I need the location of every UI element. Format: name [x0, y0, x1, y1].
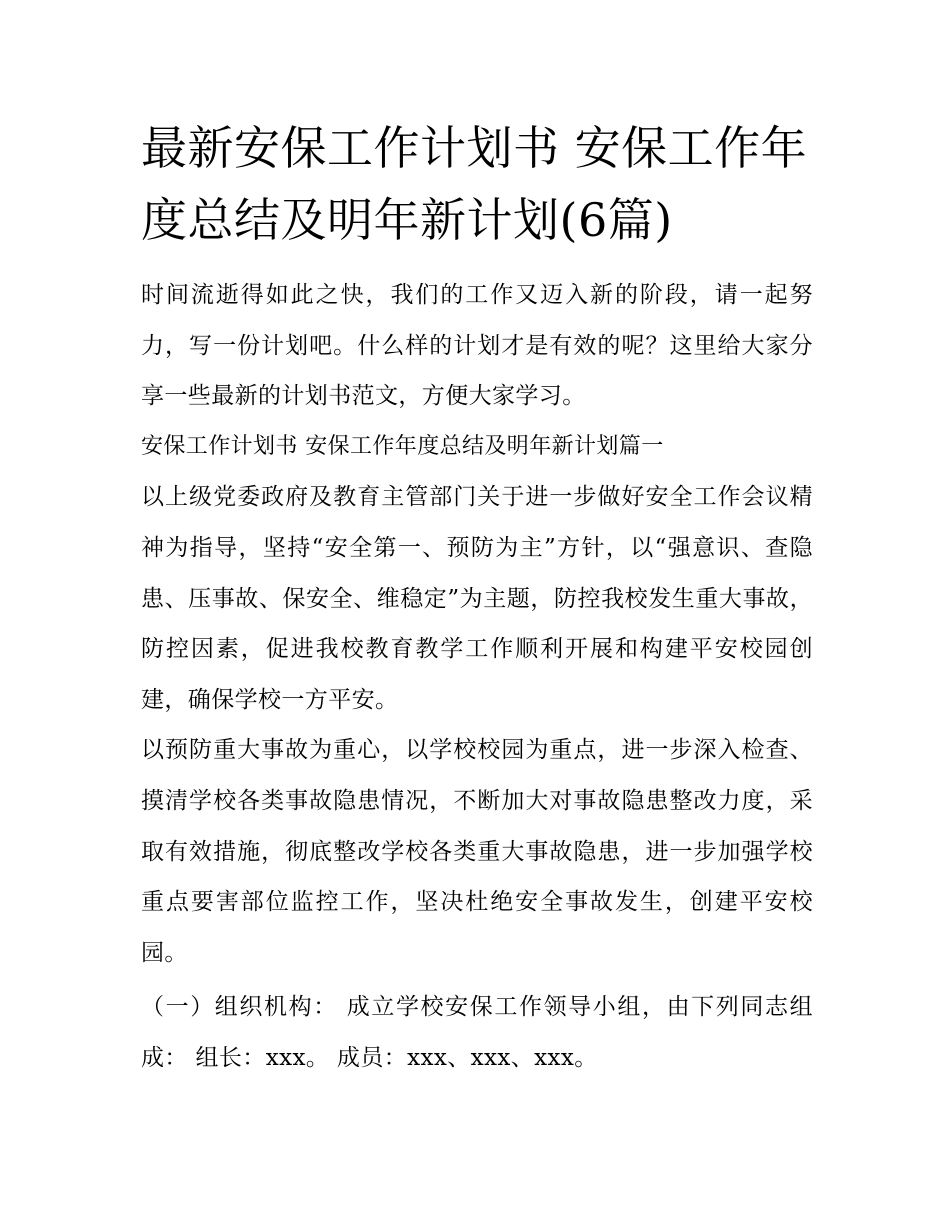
section-heading: 安保工作计划书 安保工作年度总结及明年新计划篇一: [141, 433, 664, 459]
org-structure-paragraph: （一）组织机构： 成立学校安保工作领导小组，由下列同志组成： 组长：xxx。 成员：xxx、xxx、xxx。: [141, 994, 813, 1071]
document-title: 最新安保工作计划书 安保工作年度总结及明年新计划(6篇): [141, 121, 808, 247]
intro-paragraph: 时间流逝得如此之快，我们的工作又迈入新的阶段，请一起努力，写一份计划吧。什么样的计划才是有效的呢？这里给大家分享一些最新的计划书范文，方便大家学习。: [141, 282, 813, 410]
body-paragraph-2: 以预防重大事故为重心，以学校校园为重点，进一步深入检查、摸清学校各类事故隐患情况，不断加大对事故隐患整改力度，采取有效措施，彻底整改学校各类重大事故隐患，进一步加强学校重点要害部位监控工作，坚决杜绝安全事故发生，创建平安校园。: [141, 737, 813, 966]
document-body: [141, 112, 813, 1084]
body-paragraph-1: 以上级党委政府及教育主管部门关于进一步做好安全工作会议精神为指导，坚持“安全第一、预防为主”方针，以“强意识、查隐患、压事故、保安全、维稳定”为主题，防控我校发生重大事故，防控因素，促进我校教育教学工作顺利开展和构建平安校园创建，确保学校一方平安。: [141, 484, 813, 713]
